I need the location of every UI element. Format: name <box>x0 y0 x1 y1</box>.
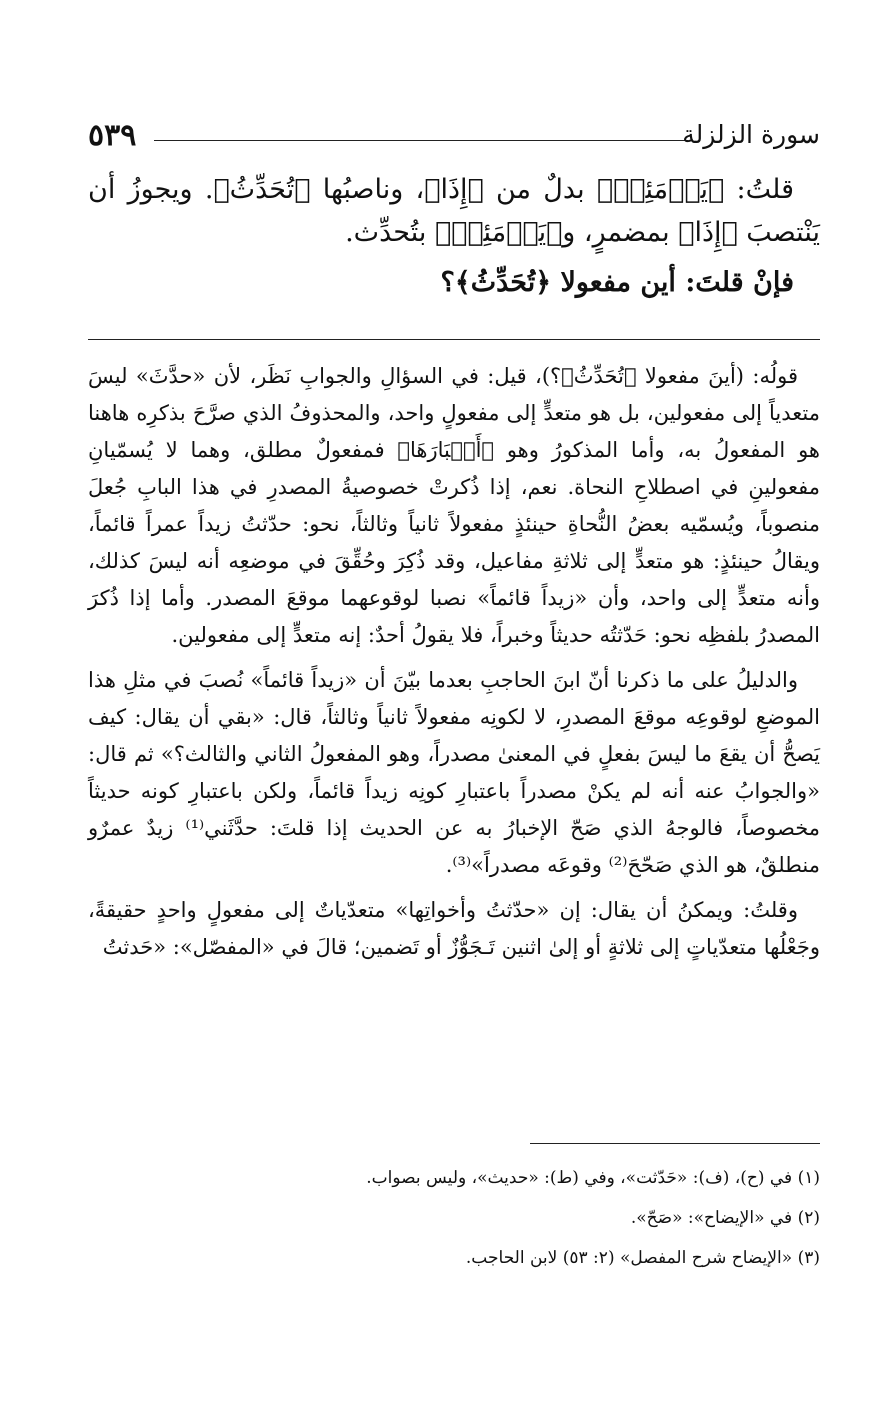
matn-question: فإنْ قلتَ: أين مفعولا ﴿تُحَدِّثُ﴾؟ <box>440 267 794 298</box>
commentary-paragraph: والدليلُ على ما ذكرنا أنّ ابنَ الحاجبِ بعدما بيّنَ أن «زيداً قائماً» نُصبَ في مثلِ هذا الموضعِ لوقوعِه موقعَ المصدرِ، لا لكونِه مفعولاً ثانياً وثالثاً، قال: «بقي أن يقال: كيف يَصحُّ أن يقعَ ما ليسَ بفعلٍ في المعنىٰ مصدراً، وهو المفعولُ الثاني والثالث؟» ثم قال: «والجوابُ عنه أنه لم يكنْ مصدراً باعتبارِ كونِه زيداً قائماً، ولكن باعتبارِ كونه حديثاً مخصوصاً، فالوجهُ الذي صَحّ الإخبارُ به عن الحديث إذا قلتَ: حدَّثَني⁽¹⁾ زيدٌ عمرٌو منطلقٌ، هو الذي صَحّحَ⁽²⁾ وقوعَه مصدراً»⁽³⁾. <box>88 668 821 877</box>
commentary-text <box>88 358 820 974</box>
footnote: (٢) في «الإيضاح»: «صَحّ». <box>630 1208 820 1228</box>
page-number: ٥٣٩ <box>88 118 137 153</box>
footnote-separator <box>530 1143 820 1144</box>
main-text <box>88 168 820 311</box>
matn-paragraph: قلتُ: ﴿يَوۡمَئِذٖ﴾ بدلٌ من ﴿إِذَا﴾، وناصبُها ﴿تُحَدِّثُ﴾. ويجوزُ أن يَنْتصبَ ﴿إِذَا﴾ بمضمرٍ، و﴿يَوۡمَئِذٖ﴾ بتُحدِّث. <box>88 174 820 248</box>
running-header <box>88 110 820 160</box>
footnotes <box>88 1158 820 1278</box>
footnote: (٣) «الإيضاح شرح المفصل» (٢: ٥٣) لابن الحاجب. <box>465 1248 820 1268</box>
header-rule <box>154 140 688 141</box>
commentary-paragraph: وقلتُ: ويمكنُ أن يقال: إن «حدّثتُ وأخواتِها» متعدّياتٌ إلى مفعولٍ واحدٍ حقيقةً، وجَعْلُها متعدّياتٍ إلى ثلاثةٍ أو إلىٰ اثنين تَـجَوُّزٌ أو تَضمين؛ قالَ في «المفصّل»: «حَدثتُ <box>88 898 820 959</box>
surah-title: سورة الزلزلة <box>682 120 820 149</box>
commentary-separator <box>88 339 820 340</box>
commentary-paragraph: قولُه: (أينَ مفعولا ﴿تُحَدِّثُ﴾؟)، قيل: في السؤالِ والجوابِ نَظَر، لأن «حدَّثَ» ليسَ متعدياً إلى مفعولين، بل هو متعدٍّ إلى مفعولٍ واحد، والمحذوفُ الذي صرَّحَ بذكرِه هاهنا هو المفعولُ به، وأما المذكورُ وهو ﴿أَخۡبَارَهَا﴾ فمفعولٌ مطلق، وهما لا يُسمّيانِ مفعولينِ في اصطلاحِ النحاة. نعم، إذا ذُكرتْ خصوصيةُ المصدرِ في هذا البابِ جُعلَ منصوباً، ويُسمّيه بعضُ النُّحاةِ حينئذٍ مفعولاً ثانياً وثالثاً، نحو: حدّثتُ زيداً عمراً قائماً، ويقالُ حينئذٍ: هو متعدٍّ إلى ثلاثةِ مفاعيل، وقد ذُكِرَ وحُقِّقَ في موضعِه أنه ليسَ كذلك، وأنه متعدٍّ إلى واحد، وأن «زيداً قائماً» نصبا لوقوعهما موقعَ المصدر. وأما إذا ذُكرَ المصدرُ بلفظِه نحو: حَدّثتُه حديثاً وخبراً، فلا يقولُ أحدٌ: إنه متعدٍّ إلى مفعولين. <box>88 364 820 647</box>
footnote: (١) في (ح)، (ف): «حَدّثت»، وفي (ط): «حديث»، وليس بصواب. <box>366 1168 820 1188</box>
